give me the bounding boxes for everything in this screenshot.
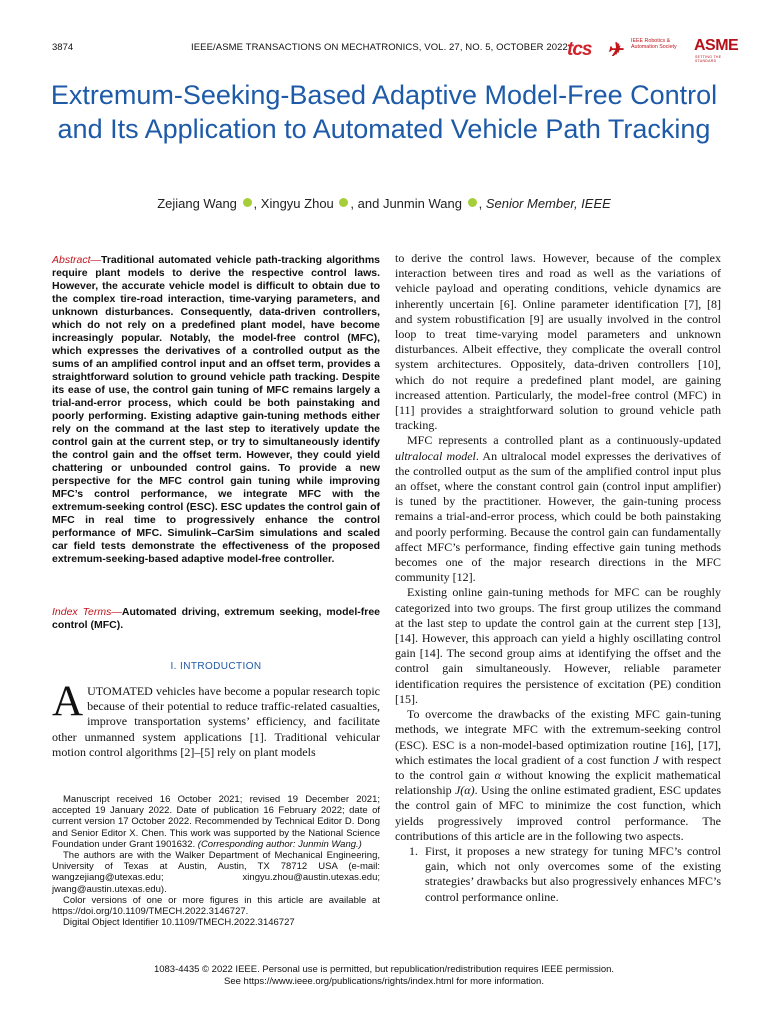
orcid-icon[interactable]: [468, 198, 477, 207]
tcs-logo: tcs: [567, 39, 592, 60]
copyright-line: 1083-4435 © 2022 IEEE. Personal use is permitted, but republication/redistribution requires IEEE permission.: [153, 964, 615, 975]
first-page-footnote: [52, 794, 380, 928]
footnote-paragraph: Digital Object Identifier 10.1109/TMECH.2022.3146727: [63, 917, 295, 929]
publisher-logos: [567, 36, 768, 62]
asme-logo: ASME SETTING THE STANDARD: [694, 37, 739, 63]
ras-logo-icon: ✈: [607, 40, 623, 61]
index-terms-text: Automated driving, extremum seeking, model-free control (MFC).: [52, 606, 381, 631]
author-membership: Senior Member, IEEE: [485, 196, 611, 211]
ras-logo: IEEE Robotics & Automation Society: [631, 38, 677, 51]
drop-cap: A: [52, 678, 84, 725]
journal-name: IEEE/ASME TRANSACTIONS ON MECHATRONICS, VOL. 27, NO. 5, OCTOBER 2022: [191, 42, 568, 53]
list-item: 1. First, it proposes a new strategy for tuning MFC’s control gain, which not only overcomes some of the existing strategies’ drawbacks but also progressively enhances MFC’s control performance online.: [421, 844, 721, 905]
paper-title: Extremum-Seeking-Based Adaptive Model-Free Control and Its Application to Automated Vehicle Path Tracking: [50, 80, 718, 144]
author-list: Zejiang Wang , Xingyu Zhou , and Junmin Wang , Senior Member, IEEE: [157, 196, 611, 211]
orcid-icon[interactable]: [243, 198, 252, 207]
index-terms: [52, 606, 380, 632]
footnote-paragraph: The authors are with the Walker Department of Mechanical Engineering, University of Texas at Austin, Austin, TX 78712 USA (e-mail: wangzejiang@utexas.edu; xingyu.zhou@austin.utexas.edu; jwang@austin.utexas.edu).: [52, 850, 380, 895]
page-number: 3874: [52, 42, 74, 53]
abstract: [52, 254, 380, 566]
copyright-notice: [40, 964, 728, 988]
footnote-paragraph: Manuscript received 16 October 2021; revised 19 December 2021; accepted 19 January 2022. Date of publication 16 February 2022; date of current version 17 October 2022. Recommended by Technical Editor D. Dong and Senior Editor X. Chen. This work was supported by the National Science Foundation under Grant 1901632. (Corresponding author: Junmin Wang.): [52, 794, 380, 850]
body-paragraph: MFC represents a controlled plant as a continuously-updated ultralocal model. An ultralocal model expresses the derivatives of the controlled output as the sum of the amplified control input plus an offset, where the constant control gain (control input amplifier) is tuned by the practitioner. However, the gain-tuning process remains a trial-and-error process, which could be both painstaking and poorly performing. Because the control gain can fundamentally affect MFC’s performance, finding effective gain tuning methods becomes one of the major research directions in the MFC community [12].: [395, 433, 721, 585]
running-header: [52, 37, 748, 63]
contribution-list: [395, 844, 721, 905]
author-name: Zejiang Wang: [157, 196, 237, 211]
intro-text: UTOMATED vehicles have become a popular research topic because of their potential to reduce traffic-related casualties, improve transportation systems’ efficiency, and facilitate other unmanned system applications [1]. Traditional vehicular motion control algorithms [2]–[5] rely on plant models: [52, 684, 380, 759]
abstract-label: Abstract—: [52, 254, 102, 266]
section-heading: I. INTRODUCTION: [170, 661, 262, 672]
intro-paragraph: [52, 678, 380, 760]
body-paragraph: Existing online gain-tuning methods for MFC can be roughly categorized into two groups. The first group utilizes the command at the last step to update the control gain at the current step [13], [14]. However, this approach can yield a highly oscillating control gain [14]. The second group aims at identifying the offset and the control gain simultaneously. However, reliable parameter identification requires the persistence of excitation (PE) condition [15].: [395, 585, 721, 706]
rights-link-line[interactable]: See https://www.ieee.org/publications/rights/index.html for more information.: [224, 976, 544, 987]
index-terms-label: Index Terms—: [52, 606, 122, 618]
footnote-paragraph: Color versions of one or more figures in this article are available at https://doi.org/10.1109/TMECH.2022.3146727.: [52, 894, 380, 918]
orcid-icon[interactable]: [339, 198, 348, 207]
body-paragraph: to derive the control laws. However, because of the complex interaction between tires and road as well as the variations of vehicle payload and operating conditions, vehicle dynamics are inherently uncertain [6]. Online parameter identification [7], [8] and system robustification [9] are usually involved in the control loop to treat time-varying model parameters and unknown disturbances. Albeit effective, they complicate the overall control system architectures. Oppositely, data-driven controllers [10], which do not require a predefined plant model, are gaining increased attention. Particularly, the model-free control (MFC) in [11] provides a straightforward solution to ground vehicle path tracking.: [395, 251, 721, 433]
right-column-body: [395, 251, 721, 905]
author-name: Xingyu Zhou: [260, 196, 334, 211]
abstract-text: Traditional automated vehicle path-tracking algorithms require plant models to derive the respective control laws. However, the accurate vehicle model is difficult to obtain due to the complex tire-road interaction, time-varying parameters, and unknown disturbances. Consequently, data-driven controllers, which do not rely on a predefined plant model, have become increasingly popular. Notably, the model-free control (MFC), which expresses the derivatives of a controlled output as the sums of an amplified control input and an offset term, provides a straightforward solution to ground vehicle path tracking. Despite its ease of use, the control gain tuning of MFC remains largely a trial-and-error process, which could be both painstaking and poorly performing. Existing adaptive gain-tuning methods either rely on the command at the last step to iteratively update the control gain at the current step, or try to simultaneously identify the control gain and the offset term. However, they could yield chattering or unbounded control gains. To provide a new perspective for the MFC control gain tuning while improving MFC’s control performance, we integrate MFC with the extremum-seeking control (ESC). ESC updates the control gain of MFC in real time to progressively enhance the control performance of MFC. Simulink–CarSim simulations and scaled car field tests demonstrate the effectiveness of the proposed extremum-seeking-based adaptive model-free controller.: [52, 254, 380, 565]
author-name: and Junmin Wang: [357, 196, 462, 211]
body-paragraph: To overcome the drawbacks of the existing MFC gain-tuning methods, we integrate MFC with the extremum-seeking control (ESC). ESC is a non-model-based optimization routine [16], [17], which estimates the local gradient of a cost function J with respect to the control gain α without knowing the explicit mathematical relationship J(α). Using the online estimated gradient, ESC updates the control gain of MFC to minimize the cost function, which yields progressively improved control performance. The contributions of this article are in the following two aspects.: [395, 707, 722, 843]
